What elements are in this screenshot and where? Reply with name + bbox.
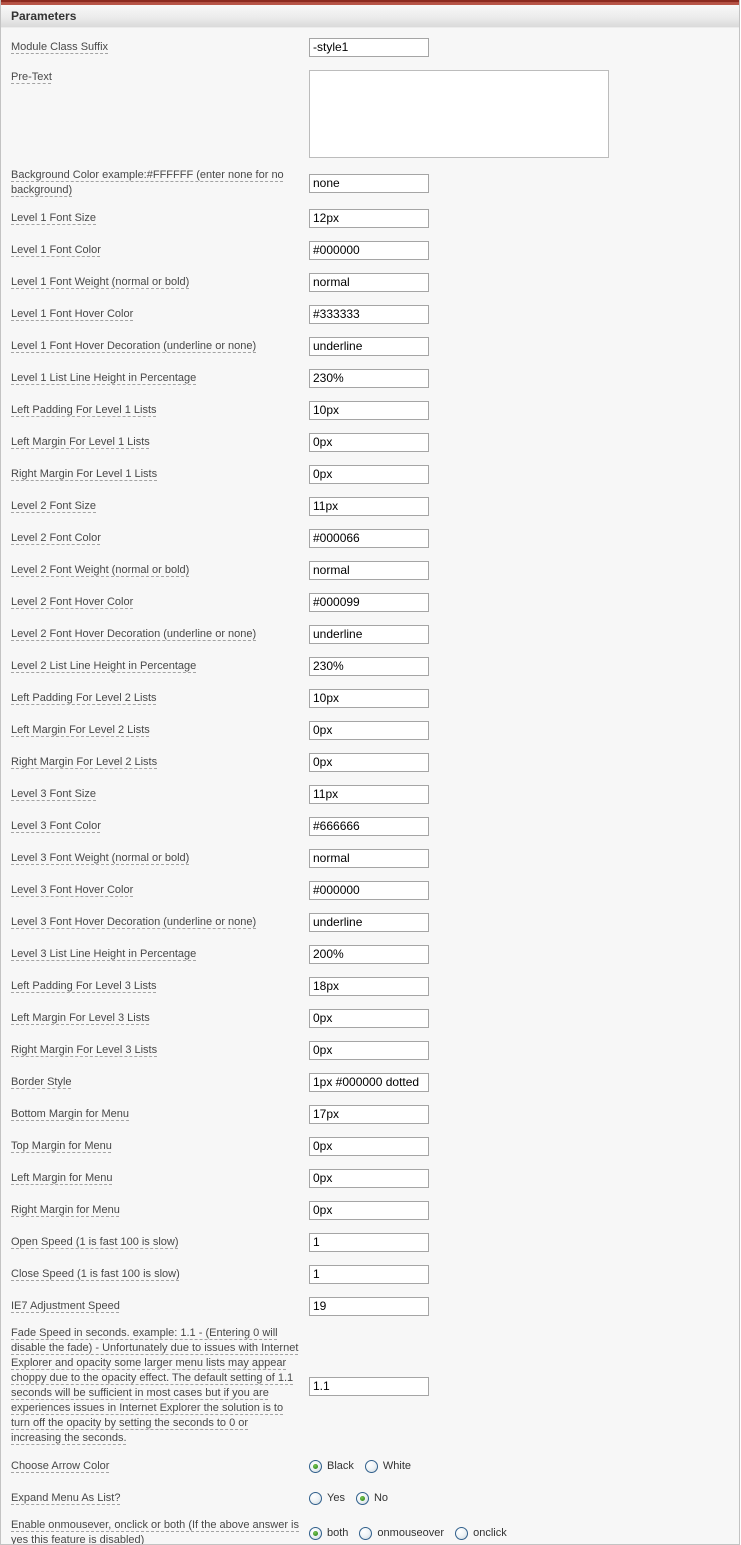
field-label-text: Background Color example:#FFFFFF (enter none for no background) — [11, 169, 284, 196]
level2-font-size-field — [309, 497, 429, 516]
level1-right-margin-field — [309, 465, 429, 484]
field-label-text: Pre-Text — [11, 71, 52, 83]
border-style-label — [11, 1075, 301, 1090]
field-label-text: Left Margin For Level 2 Lists — [11, 723, 150, 736]
field-label-text: Right Margin for Menu — [11, 1203, 120, 1216]
level2-right-margin-input[interactable] — [309, 753, 429, 772]
row-module-class-suffix — [1, 31, 739, 63]
level3-list-line-height-field — [309, 945, 429, 964]
open-speed-input[interactable] — [309, 1233, 429, 1252]
row-level2-list-line-height — [1, 650, 739, 682]
expand-menu-as-list-field — [309, 1492, 399, 1505]
level3-left-padding-input[interactable] — [309, 977, 429, 996]
row-level2-font-hover-decoration — [1, 618, 739, 650]
level3-font-hover-decoration-field — [309, 913, 429, 932]
arrow-color-option-white[interactable] — [365, 1460, 411, 1473]
level3-font-color-label — [11, 819, 301, 834]
pre-text-field — [309, 70, 609, 158]
field-label-text: Level 2 Font Size — [11, 499, 96, 512]
level1-font-hover-color-label — [11, 307, 301, 322]
field-label-text: Level 3 Font Size — [11, 787, 96, 800]
level3-font-hover-color-input[interactable] — [309, 881, 429, 900]
field-label-text: Level 1 Font Color — [11, 243, 101, 256]
bottom-margin-menu-label — [11, 1107, 301, 1122]
expand-menu-as-list-yes-radio-icon[interactable] — [309, 1492, 322, 1505]
field-label-text: IE7 Adjustment Speed — [11, 1299, 120, 1312]
level2-font-weight-input[interactable] — [309, 561, 429, 580]
field-label-text: Choose Arrow Color — [11, 1459, 110, 1472]
radio-option-label: Black — [327, 1460, 354, 1472]
level1-font-size-input[interactable] — [309, 209, 429, 228]
level1-font-hover-decoration-input[interactable] — [309, 337, 429, 356]
right-margin-menu-field — [309, 1201, 429, 1220]
level3-font-color-input[interactable] — [309, 817, 429, 836]
enable-event-onclick-radio-icon[interactable] — [455, 1527, 468, 1540]
row-level3-font-size — [1, 778, 739, 810]
field-label-text: Left Margin For Level 3 Lists — [11, 1011, 150, 1024]
level1-font-weight-input[interactable] — [309, 273, 429, 292]
enable-event-option-onmouseover[interactable] — [359, 1527, 444, 1540]
fade-speed-input[interactable] — [309, 1377, 429, 1396]
field-label-text: Expand Menu As List? — [11, 1491, 121, 1504]
background-color-field — [309, 174, 429, 193]
level2-left-padding-input[interactable] — [309, 689, 429, 708]
field-label-text: Level 1 Font Hover Color — [11, 307, 134, 320]
level2-list-line-height-field — [309, 657, 429, 676]
level1-font-color-label — [11, 243, 301, 258]
field-label-text: Enable onmousever, onclick or both (If the above answer is yes this feature is disabled) — [11, 1519, 299, 1545]
row-pre-text — [1, 63, 739, 164]
parameters-form — [1, 28, 739, 1545]
level1-right-margin-label — [11, 467, 301, 482]
level3-font-hover-color-field — [309, 881, 429, 900]
arrow-color-label — [11, 1459, 301, 1474]
level1-font-hover-color-input[interactable] — [309, 305, 429, 324]
row-left-margin-menu — [1, 1162, 739, 1194]
row-level2-left-margin — [1, 714, 739, 746]
row-level2-font-color — [1, 522, 739, 554]
enable-event-onmouseover-radio-icon[interactable] — [359, 1527, 372, 1540]
level1-font-color-input[interactable] — [309, 241, 429, 260]
level1-right-margin-input[interactable] — [309, 465, 429, 484]
row-border-style — [1, 1066, 739, 1098]
level2-font-hover-decoration-label — [11, 627, 301, 642]
module-class-suffix-label — [11, 40, 301, 55]
level2-font-hover-color-field — [309, 593, 429, 612]
field-label-text: Open Speed (1 is fast 100 is slow) — [11, 1235, 179, 1248]
row-level3-font-color — [1, 810, 739, 842]
level2-list-line-height-label — [11, 659, 301, 674]
field-label-text: Left Padding For Level 3 Lists — [11, 979, 157, 992]
bottom-margin-menu-field — [309, 1105, 429, 1124]
field-label-text: Level 2 Font Weight (normal or bold) — [11, 563, 190, 576]
level2-font-weight-field — [309, 561, 429, 580]
field-label-text: Level 3 List Line Height in Percentage — [11, 947, 197, 960]
level3-right-margin-field — [309, 1041, 429, 1060]
left-margin-menu-input[interactable] — [309, 1169, 429, 1188]
row-close-speed — [1, 1258, 739, 1290]
level1-font-weight-field — [309, 273, 429, 292]
level2-font-color-input[interactable] — [309, 529, 429, 548]
level1-left-margin-field — [309, 433, 429, 452]
radio-option-label: onmouseover — [377, 1527, 445, 1539]
module-class-suffix-input[interactable] — [309, 38, 429, 57]
level1-left-padding-label — [11, 403, 301, 418]
close-speed-field — [309, 1265, 429, 1284]
ie7-adjustment-speed-field — [309, 1297, 429, 1316]
radio-dot-icon — [313, 1531, 318, 1536]
field-label-text: Module Class Suffix — [11, 40, 109, 53]
arrow-color-option-black[interactable] — [309, 1460, 354, 1473]
row-top-margin-menu — [1, 1130, 739, 1162]
row-level1-font-weight — [1, 266, 739, 298]
field-label-text: Left Padding For Level 1 Lists — [11, 403, 157, 416]
field-label-text: Level 2 Font Hover Color — [11, 595, 134, 608]
level2-font-size-input[interactable] — [309, 497, 429, 516]
radio-option-label: Yes — [327, 1492, 345, 1504]
field-label-text: Right Margin For Level 3 Lists — [11, 1043, 158, 1056]
enable-event-option-both[interactable] — [309, 1527, 348, 1540]
fade-speed-label — [11, 1326, 301, 1446]
expand-menu-as-list-label — [11, 1491, 301, 1506]
level1-list-line-height-field — [309, 369, 429, 388]
row-level2-font-size — [1, 490, 739, 522]
field-label-text: Border Style — [11, 1075, 72, 1088]
expand-menu-as-list-option-yes[interactable] — [309, 1492, 345, 1505]
row-level3-font-hover-color — [1, 874, 739, 906]
field-label-text: Level 2 Font Hover Decoration (underline or none) — [11, 627, 257, 640]
field-label-text: Level 3 Font Color — [11, 819, 101, 832]
field-label-text: Bottom Margin for Menu — [11, 1107, 129, 1120]
level3-font-color-field — [309, 817, 429, 836]
level1-font-weight-label — [11, 275, 301, 290]
field-label-text: Right Margin For Level 2 Lists — [11, 755, 158, 768]
pre-text-label — [11, 70, 301, 85]
level3-font-hover-decoration-input[interactable] — [309, 913, 429, 932]
level2-left-margin-input[interactable] — [309, 721, 429, 740]
level1-font-hover-decoration-field — [309, 337, 429, 356]
level1-left-padding-field — [309, 401, 429, 420]
radio-option-label: No — [373, 1492, 389, 1504]
level1-font-size-field — [309, 209, 429, 228]
panel-title: Parameters — [11, 9, 77, 23]
expand-menu-as-list-no-radio-icon[interactable] — [356, 1492, 369, 1505]
arrow-color-white-radio-icon[interactable] — [365, 1460, 378, 1473]
level2-font-weight-label — [11, 563, 301, 578]
arrow-color-black-radio-icon[interactable] — [309, 1460, 322, 1473]
row-level2-right-margin — [1, 746, 739, 778]
close-speed-label — [11, 1267, 301, 1282]
level1-list-line-height-input[interactable] — [309, 369, 429, 388]
row-enable-event — [1, 1514, 739, 1545]
ie7-adjustment-speed-label — [11, 1299, 301, 1314]
row-level3-right-margin — [1, 1034, 739, 1066]
enable-event-both-radio-icon[interactable] — [309, 1527, 322, 1540]
top-margin-menu-field — [309, 1137, 429, 1156]
right-margin-menu-input[interactable] — [309, 1201, 429, 1220]
row-level1-left-margin — [1, 426, 739, 458]
level3-font-size-input[interactable] — [309, 785, 429, 804]
row-level1-font-hover-color — [1, 298, 739, 330]
level1-list-line-height-label — [11, 371, 301, 386]
level2-left-padding-field — [309, 689, 429, 708]
row-level1-font-size — [1, 202, 739, 234]
enable-event-option-onclick[interactable] — [455, 1527, 507, 1540]
level3-left-margin-input[interactable] — [309, 1009, 429, 1028]
enable-event-field — [309, 1527, 518, 1540]
radio-option-label: White — [382, 1460, 412, 1472]
pre-text-textarea[interactable] — [309, 70, 609, 158]
level2-left-margin-field — [309, 721, 429, 740]
fade-speed-field — [309, 1377, 429, 1396]
panel-header — [1, 5, 739, 28]
row-level3-list-line-height — [1, 938, 739, 970]
row-right-margin-menu — [1, 1194, 739, 1226]
row-level2-font-hover-color — [1, 586, 739, 618]
level1-left-margin-input[interactable] — [309, 433, 429, 452]
level3-list-line-height-input[interactable] — [309, 945, 429, 964]
left-margin-menu-field — [309, 1169, 429, 1188]
level2-font-hover-decoration-input[interactable] — [309, 625, 429, 644]
level3-font-hover-color-label — [11, 883, 301, 898]
arrow-color-field — [309, 1460, 422, 1473]
open-speed-label — [11, 1235, 301, 1250]
row-level3-left-padding — [1, 970, 739, 1002]
level2-font-hover-color-input[interactable] — [309, 593, 429, 612]
field-label-text: Level 3 Font Hover Decoration (underline or none) — [11, 915, 257, 928]
field-label-text: Top Margin for Menu — [11, 1139, 112, 1152]
level3-left-margin-field — [309, 1009, 429, 1028]
ie7-adjustment-speed-input[interactable] — [309, 1297, 429, 1316]
radio-dot-icon — [360, 1496, 365, 1501]
level2-font-hover-color-label — [11, 595, 301, 610]
level2-font-size-label — [11, 499, 301, 514]
level3-left-margin-label — [11, 1011, 301, 1026]
field-label-text: Level 2 List Line Height in Percentage — [11, 659, 197, 672]
row-level1-font-color — [1, 234, 739, 266]
field-label-text: Level 2 Font Color — [11, 531, 101, 544]
level3-right-margin-label — [11, 1043, 301, 1058]
level1-font-color-field — [309, 241, 429, 260]
level1-left-padding-input[interactable] — [309, 401, 429, 420]
radio-option-label: both — [327, 1527, 349, 1539]
background-color-input[interactable] — [309, 174, 429, 193]
level1-font-hover-decoration-label — [11, 339, 301, 354]
field-label-text: Level 1 Font Hover Decoration (underline or none) — [11, 339, 257, 352]
open-speed-field — [309, 1233, 429, 1252]
row-level1-list-line-height — [1, 362, 739, 394]
level2-list-line-height-input[interactable] — [309, 657, 429, 676]
level2-left-margin-label — [11, 723, 301, 738]
enable-event-label — [11, 1518, 301, 1545]
level3-font-size-label — [11, 787, 301, 802]
level3-font-weight-field — [309, 849, 429, 868]
level3-font-size-field — [309, 785, 429, 804]
level2-right-margin-field — [309, 753, 429, 772]
row-level3-left-margin — [1, 1002, 739, 1034]
level3-right-margin-input[interactable] — [309, 1041, 429, 1060]
level3-left-padding-label — [11, 979, 301, 994]
row-background-color — [1, 164, 739, 202]
field-label-text: Level 1 Font Weight (normal or bold) — [11, 275, 190, 288]
level1-font-hover-color-field — [309, 305, 429, 324]
top-margin-menu-label — [11, 1139, 301, 1154]
level3-font-weight-input[interactable] — [309, 849, 429, 868]
row-level3-font-hover-decoration — [1, 906, 739, 938]
level1-left-margin-label — [11, 435, 301, 450]
level3-left-padding-field — [309, 977, 429, 996]
row-fade-speed — [1, 1322, 739, 1450]
row-level2-font-weight — [1, 554, 739, 586]
row-level1-right-margin — [1, 458, 739, 490]
field-label-text: Level 3 Font Hover Color — [11, 883, 134, 896]
border-style-field — [309, 1073, 429, 1092]
field-label-text: Left Padding For Level 2 Lists — [11, 691, 157, 704]
field-label-text: Right Margin For Level 1 Lists — [11, 467, 158, 480]
field-label-text: Close Speed (1 is fast 100 is slow) — [11, 1267, 180, 1280]
bottom-margin-menu-input[interactable] — [309, 1105, 429, 1124]
close-speed-input[interactable] — [309, 1265, 429, 1284]
row-arrow-color — [1, 1450, 739, 1482]
border-style-input[interactable] — [309, 1073, 429, 1092]
module-class-suffix-field — [309, 38, 429, 57]
field-label-text: Fade Speed in seconds. example: 1.1 - (Entering 0 will disable the fade) - Unfortunately due to issues with Internet Explorer and opacity some larger menu lists may appear choppy due to the opacity effect. The default setting of 1.1 seconds will be sufficient in most cases but if you are experiences issues in Internet Explorer the solution is to turn off the opacity by setting the seconds to 0 or increasing the seconds. — [11, 1327, 299, 1444]
level3-font-weight-label — [11, 851, 301, 866]
field-label-text: Level 1 List Line Height in Percentage — [11, 371, 197, 384]
right-margin-menu-label — [11, 1203, 301, 1218]
background-color-label — [11, 168, 301, 198]
row-bottom-margin-menu — [1, 1098, 739, 1130]
level2-font-color-field — [309, 529, 429, 548]
expand-menu-as-list-option-no[interactable] — [356, 1492, 388, 1505]
left-margin-menu-label — [11, 1171, 301, 1186]
field-label-text: Level 1 Font Size — [11, 211, 96, 224]
row-level2-left-padding — [1, 682, 739, 714]
radio-dot-icon — [313, 1464, 318, 1469]
level2-left-padding-label — [11, 691, 301, 706]
row-level3-font-weight — [1, 842, 739, 874]
level2-right-margin-label — [11, 755, 301, 770]
row-expand-menu-as-list — [1, 1482, 739, 1514]
row-open-speed — [1, 1226, 739, 1258]
field-label-text: Level 3 Font Weight (normal or bold) — [11, 851, 190, 864]
row-level1-font-hover-decoration — [1, 330, 739, 362]
level2-font-hover-decoration-field — [309, 625, 429, 644]
row-level1-left-padding — [1, 394, 739, 426]
level3-list-line-height-label — [11, 947, 301, 962]
level2-font-color-label — [11, 531, 301, 546]
top-margin-menu-input[interactable] — [309, 1137, 429, 1156]
level3-font-hover-decoration-label — [11, 915, 301, 930]
level1-font-size-label — [11, 211, 301, 226]
radio-option-label: onclick — [473, 1527, 507, 1539]
row-ie7-adjustment-speed — [1, 1290, 739, 1322]
field-label-text: Left Margin For Level 1 Lists — [11, 435, 150, 448]
field-label-text: Left Margin for Menu — [11, 1171, 113, 1184]
